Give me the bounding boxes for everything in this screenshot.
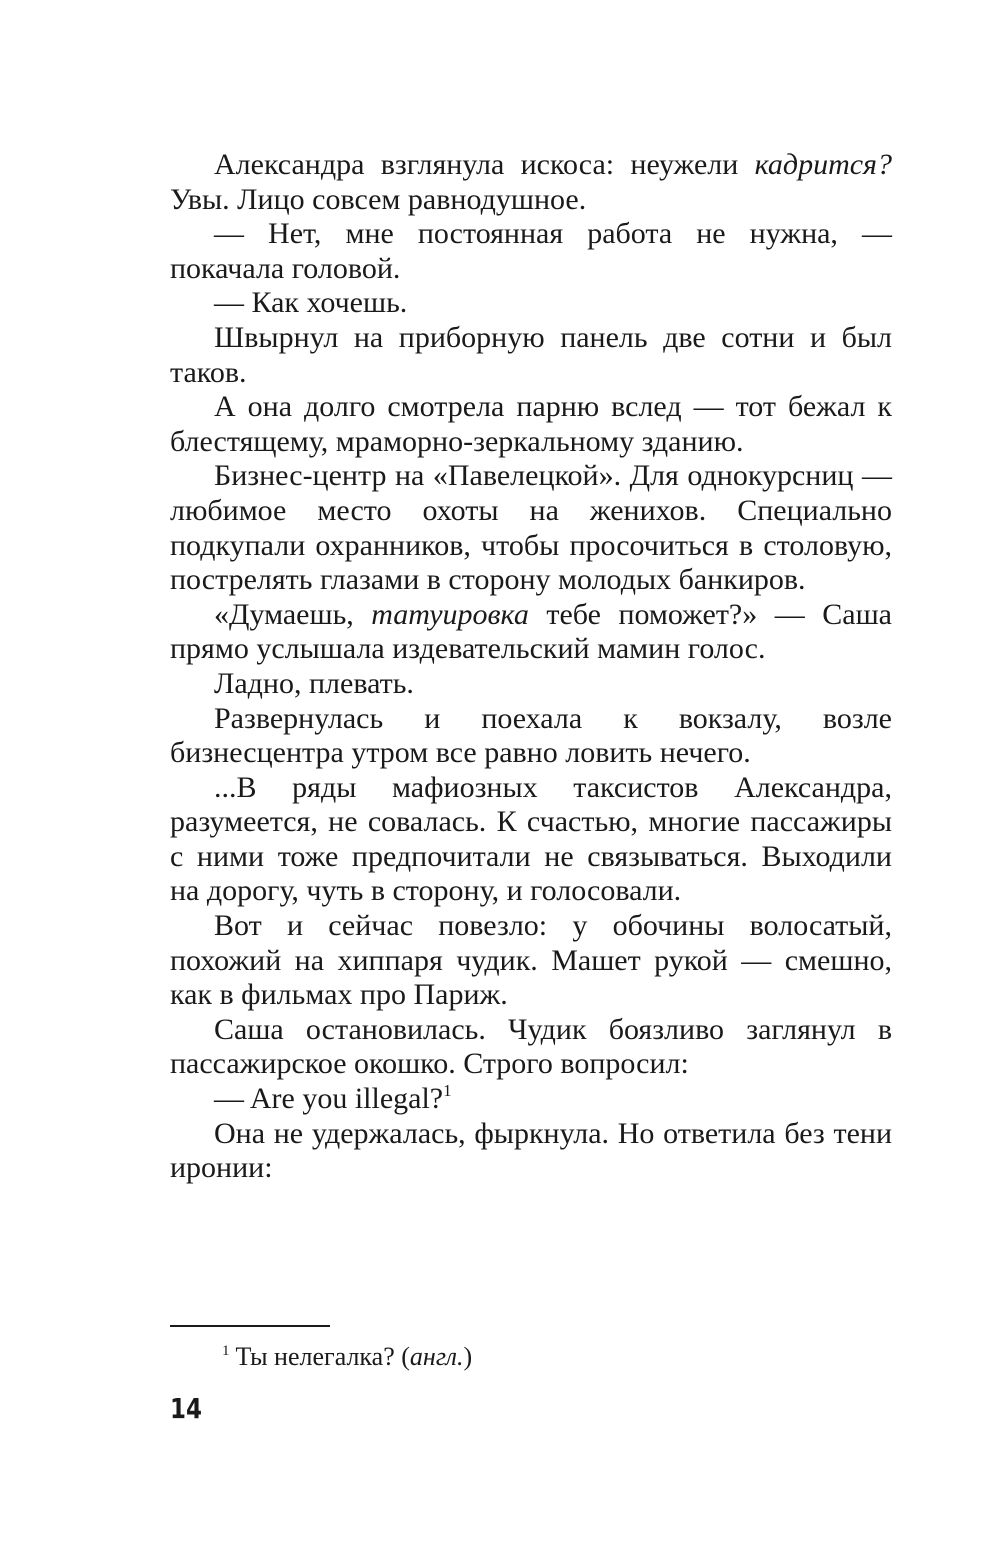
paragraph: — Как хочешь. [214, 286, 408, 320]
footnote-mark: 1 [222, 1343, 230, 1359]
paragraph: Саша остановилась. Чудик боязливо заглянул в пассажирское окошко. Строго вопросил: [170, 1012, 892, 1081]
paragraph: «Думаешь, татуировка тебе поможет?» — Саша прямо услышала издевательский мамин голос. [170, 597, 892, 666]
paragraph: Швырнул на приборную панель две сотни и был таков. [170, 320, 892, 389]
paragraph: Она не удержалась, фыркнула. Но ответила без тени иронии: [170, 1116, 892, 1185]
italic-word: татуировка [371, 597, 529, 631]
footnote-reference: 1 [443, 1081, 452, 1101]
footnote-divider [170, 1325, 330, 1327]
paragraph: Развернулась и поехала к вокзалу, возле бизнесцентра утром все равно ловить нечего. [170, 701, 892, 770]
paragraph: Вот и сейчас повезло: у обочины волосатый, похожий на хиппаря чудик. Машет рукой — смешно, как в фильмах про Париж. [170, 909, 892, 1012]
paragraph: ...В ряды мафиозных таксистов Александра, разумеется, не совалась. К счастью, многие пассажиры с ними тоже предпочитали не связываться. Выходили на дорогу, чуть в сторону, и голосовали. [170, 770, 892, 908]
paragraph: Александра взглянула искоса: неужели кадрится? Увы. Лицо совсем равнодушное. [170, 148, 892, 216]
paragraph: А она долго смотрела парню вслед — тот бежал к блестящему, мраморно-зеркальному зданию. [170, 390, 892, 458]
paragraph: — Are you illegal?$^1$ [214, 1081, 452, 1116]
page-body [170, 148, 892, 1186]
footnote: $^1$ Ты нелегалка? (англ.) [222, 1342, 473, 1371]
italic-word: кадрится? [754, 148, 892, 181]
paragraph: — Нет, мне постоянная работа не нужна, — покачала головой. [170, 217, 892, 285]
page-number: 14 [170, 1392, 202, 1425]
paragraph: Ладно, плевать. [214, 666, 414, 700]
paragraph: Бизнес-центр на «Павелецкой». Для однокурсниц — любимое место охоты на женихов. Специально подкупали охранников, чтобы просочиться в столовую, пострелять глазами в сторону молодых банкиров. [170, 459, 892, 597]
